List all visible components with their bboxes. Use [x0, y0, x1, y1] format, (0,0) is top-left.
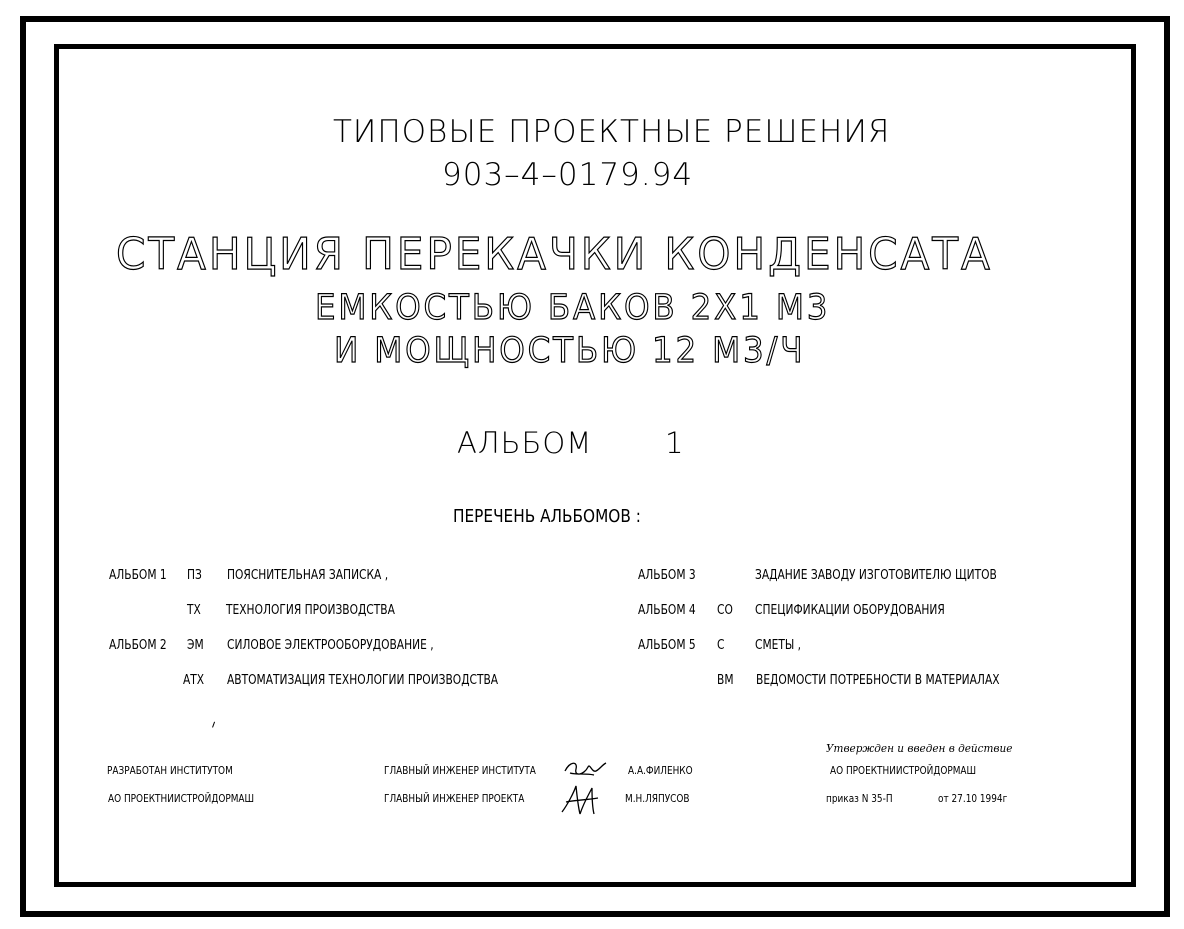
right-album-1: АЛЬБОМ 3: [638, 568, 696, 583]
album-number: 1: [665, 426, 684, 460]
right-title-1: ЗАДАНИЕ ЗАВОДУ ИЗГОТОВИТЕЛЮ ЩИТОВ: [755, 568, 997, 583]
right-title-3: СМЕТЫ ,: [755, 638, 802, 653]
left-title-1: ПОЯСНИТЕЛЬНАЯ ЗАПИСКА ,: [227, 568, 389, 583]
chief-project-label: ГЛАВНЫЙ ИНЖЕНЕР ПРОЕКТА: [384, 793, 525, 805]
left-title-2: ТЕХНОЛОГИЯ ПРОИЗВОДСТВА: [226, 603, 395, 618]
left-album-1: АЛЬБОМ 1: [109, 568, 167, 583]
left-code-2: ТХ: [187, 603, 201, 618]
chief-project-name: М.Н.ЛЯПУСОВ: [625, 793, 690, 805]
right-title-4: ВЕДОМОСТИ ПОТРЕБНОСТИ В МАТЕРИАЛАХ: [756, 673, 1000, 688]
right-album-2: АЛЬБОМ 4: [638, 603, 696, 618]
left-code-1: ПЗ: [187, 568, 202, 583]
left-code-4: АТХ: [183, 673, 205, 688]
signature-filenko: [562, 757, 610, 781]
left-code-3: ЭМ: [187, 638, 204, 653]
right-album-3: АЛЬБОМ 5: [638, 638, 696, 653]
left-title-3: СИЛОВОЕ ЭЛЕКТРООБОРУДОВАНИЕ ,: [227, 638, 434, 653]
left-album-3: АЛЬБОМ 2: [109, 638, 167, 653]
right-code-3: С: [717, 638, 725, 653]
album-label: АЛЬБОМ: [457, 426, 593, 460]
order-number: приказ N 35-П: [826, 793, 893, 805]
developed-by-label: РАЗРАБОТАН ИНСТИТУТОМ: [107, 765, 233, 777]
order-date: от 27.10 1994г: [938, 793, 1008, 805]
series-title: ТИПОВЫЕ ПРОЕКТНЫЕ РЕШЕНИЯ: [333, 114, 891, 150]
chief-institute-name: А.А.ФИЛЕНКО: [628, 765, 693, 777]
developed-by-org: АО ПРОЕКТНИИСТРОЙДОРМАШ: [108, 793, 255, 805]
signature-lyapusov: [558, 782, 602, 818]
chief-institute-label: ГЛАВНЫЙ ИНЖЕНЕР ИНСТИТУТА: [384, 765, 536, 777]
left-title-4: АВТОМАТИЗАЦИЯ ТЕХНОЛОГИИ ПРОИЗВОДСТВА: [227, 673, 499, 688]
albums-list-heading: ПЕРЕЧЕНЬ АЛЬБОМОВ :: [453, 506, 641, 527]
right-title-2: СПЕЦИФИКАЦИИ ОБОРУДОВАНИЯ: [755, 603, 945, 618]
right-code-2: СО: [717, 603, 733, 618]
main-title-line3: И МОЩНОСТЬЮ 12 М3/Ч: [334, 331, 806, 371]
approved-note: Утвержден и введен в действие: [826, 742, 1013, 755]
approved-org: АО ПРОЕКТНИИСТРОЙДОРМАШ: [830, 765, 977, 777]
main-title-line2: ЕМКОСТЬЮ БАКОВ 2Х1 М3: [315, 288, 831, 328]
main-title-line1: СТАНЦИЯ ПЕРЕКАЧКИ КОНДЕНСАТА: [116, 229, 993, 280]
project-code: 903–4–0179.94: [442, 157, 694, 193]
right-code-4: ВМ: [717, 673, 734, 688]
